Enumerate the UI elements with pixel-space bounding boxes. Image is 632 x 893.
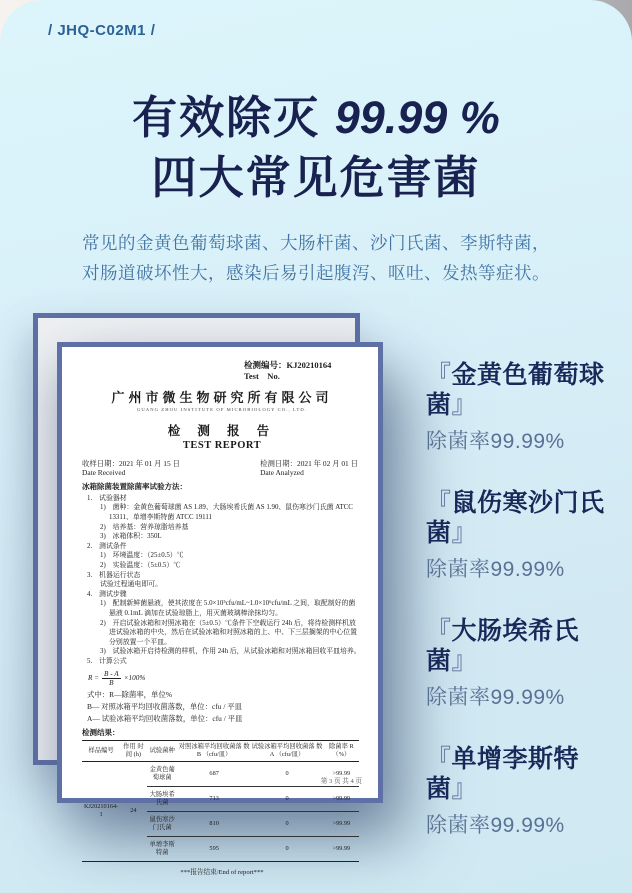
doc-line: 1) 环境温度：（25±0.5）℃ [100, 552, 184, 560]
bacteria-name-text: 大肠埃希氏菌 [426, 617, 580, 675]
table-header-cell: 试验冰箱平均回收菌落 数 A （cfu/皿） [251, 740, 324, 761]
doc-line: 1. 试验器材 [87, 494, 127, 502]
lab-name-cn: 广州市微生物研究所有限公司 [111, 390, 333, 405]
count-a-cell: 0 [285, 769, 289, 777]
rate-cell: >99.99 [323, 836, 359, 861]
bacteria-name [426, 360, 626, 420]
doc-line: 试验过程通电即可。 [100, 581, 163, 589]
result-item [426, 616, 626, 711]
date-analyzed: 检测日期：2021 年 02 月 01 日 Date Analyzed [260, 459, 358, 478]
formula-note: B— 对照冰箱平均回收菌落数，单位：cfu / 平皿 [87, 701, 242, 711]
bracket-open: 『 [426, 745, 452, 773]
kill-rate: 除菌率99.99% [426, 558, 565, 581]
table-header-cell: 试验菌种 [147, 740, 178, 761]
page-title-line2: 四大常见危害菌 [151, 152, 481, 203]
doc-line: 5. 计算公式 [87, 657, 127, 665]
end-of-report-note: ***报告结束/End of report*** [180, 868, 264, 876]
report-title-cn: 检 测 报 告 [167, 424, 277, 438]
subtitle [0, 228, 632, 288]
page-title [0, 88, 632, 208]
table-header-cell: 作用 时间 (h) [120, 740, 146, 761]
species-cell: 鼠伤寒沙门氏菌 [147, 811, 178, 836]
report-number-sub: Test No. [244, 370, 280, 381]
doc-line: 3. 机器运行状态 [87, 571, 141, 579]
count-b-cell: 713 [178, 786, 251, 811]
bacteria-name-text: 鼠伤寒沙门氏菌 [426, 489, 605, 547]
duration-cell: 24 [130, 807, 137, 814]
bacteria-name-text: 单增李斯特菌 [426, 745, 580, 803]
kill-rate: 除菌率99.99% [426, 814, 565, 837]
result-table-header-row [82, 740, 359, 761]
formula-notes [82, 689, 362, 725]
doc-line: 4. 测试步骤 [87, 590, 127, 598]
bracket-close: 』 [451, 391, 478, 419]
doc-line: 2. 测试条件 [87, 542, 127, 550]
count-b-cell: 810 [178, 811, 251, 836]
count-a-cell: 0 [251, 786, 324, 811]
page-number-note: 第 3 页 共 4 页 [320, 778, 362, 785]
page-title-line1: 有效除灭 99.99 % [132, 92, 500, 143]
report-page-front [57, 342, 383, 876]
bracket-open: 『 [426, 617, 452, 645]
table-row [82, 761, 359, 786]
table-header-cell: 样品编号 [82, 740, 120, 761]
species-cell: 大肠埃希氏菌 [147, 786, 178, 811]
kill-rate: 除菌率99.99% [426, 430, 565, 453]
bracket-close: 』 [451, 775, 478, 803]
result-table [82, 740, 359, 862]
doc-line: 1) 配制新鲜菌悬液，使其浓度在 5.0×10⁵cfu/mL~1.0×10⁶cfu/mL 之间，取配制好的菌悬液 0.1mL 滴加在试验琼脂上，用灭菌玻璃棒涂抹均匀。 [100, 600, 356, 617]
doc-line: 3) 冰箱体积：350L [100, 533, 162, 541]
formula-note: A— 试验冰箱平均回收菌落数，单位：cfu / 平皿 [87, 713, 243, 723]
lab-name-block [82, 387, 362, 412]
result-item [426, 488, 626, 583]
sample-id-cell: KJ20210164-1 [83, 803, 119, 818]
lab-name-en: GUANG ZHOU INSTITUTE OF MICROBIOLOGY CO., LTD. [136, 407, 308, 412]
count-a-cell: 0 [251, 836, 324, 861]
rate-cell: >99.99 [332, 769, 351, 777]
rate-cell: >99.99 [323, 786, 359, 811]
table-header-cell: 除菌率 R （%） [323, 740, 359, 761]
report-title-block [82, 421, 362, 451]
report-number-block [244, 360, 362, 381]
doc-line: 1) 菌种：金黄色葡萄球菌 AS 1.89、大肠埃希氏菌 AS 1.90、鼠伤寒沙门氏菌 ATCC 13311、单增李斯特菌 ATCC 19111 [100, 504, 353, 521]
report-title-en: TEST REPORT [182, 440, 262, 451]
formula [88, 670, 362, 687]
bacteria-name-text: 金黄色葡萄球菌 [426, 361, 605, 419]
doc-line: 3) 试验冰箱开启待检测的样机，作用 24h 后，从试验冰箱和对照冰箱回收平皿培养。 [100, 648, 361, 656]
count-a-cell: 0 [251, 811, 324, 836]
kill-percentage: 99.99 % [334, 92, 500, 143]
table-header-cell: 对照冰箱平均回收菌落 数 B （cfu/皿） [178, 740, 251, 761]
report-document-stack [33, 313, 433, 876]
model-label: / JHQ-C02M1 / [48, 22, 156, 39]
species-cell: 单增李斯特菌 [147, 836, 178, 861]
kill-rate-list [426, 360, 626, 872]
count-b-cell: 687 [209, 769, 219, 777]
bracket-open: 『 [426, 361, 452, 389]
report-number: 检测编号：KJ20210164 [244, 360, 332, 370]
formula-fraction [102, 670, 121, 687]
method-body [82, 494, 362, 667]
count-b-cell: 595 [178, 836, 251, 861]
subtitle-line1: 常见的金黄色葡萄球菌、大肠杆菌、沙门氏菌、李斯特菌， [82, 233, 550, 253]
subtitle-line2: 对肠道破坏性大，感染后易引起腹泻、呕吐、发热等症状。 [82, 263, 550, 283]
bracket-open: 『 [426, 489, 452, 517]
formula-denominator: B [109, 678, 114, 687]
rate-cell: >99.99 [323, 811, 359, 836]
formula-note: 式中：R—除菌率，单位% [87, 689, 172, 699]
species-cell: 金黄色葡萄球菌 [149, 765, 175, 781]
doc-line: 2) 开启试验冰箱和对照冰箱在（5±0.5）℃条件下空载运行 24h 后，将待检测样机放进试验冰箱的中央，然后在试验冰箱和对照冰箱的上、中、下三层搁架的中心位置分别放置一个平皿。 [100, 619, 358, 646]
formula-numerator: B - A [104, 669, 119, 678]
formula-lhs: R = [88, 674, 100, 682]
bracket-close: 』 [451, 519, 478, 547]
kill-rate: 除菌率99.99% [426, 686, 565, 709]
report-dates [82, 459, 362, 478]
bacteria-name [426, 616, 626, 676]
formula-rhs: ×100% [123, 674, 146, 682]
doc-line: 2) 培养基：营养琼脂培养基 [100, 523, 189, 531]
bacteria-name [426, 744, 626, 804]
doc-line: 2) 实验温度：（5±0.5）℃ [100, 561, 181, 569]
method-title: 冰箱除菌装置除菌率试验方法： [82, 481, 187, 491]
bacteria-name [426, 488, 626, 548]
result-section-label: 检测结果： [82, 727, 120, 737]
result-item [426, 360, 626, 455]
bracket-close: 』 [451, 647, 478, 675]
result-item [426, 744, 626, 839]
date-received: 收样日期：2021 年 01 月 15 日 Date Received [82, 459, 180, 478]
